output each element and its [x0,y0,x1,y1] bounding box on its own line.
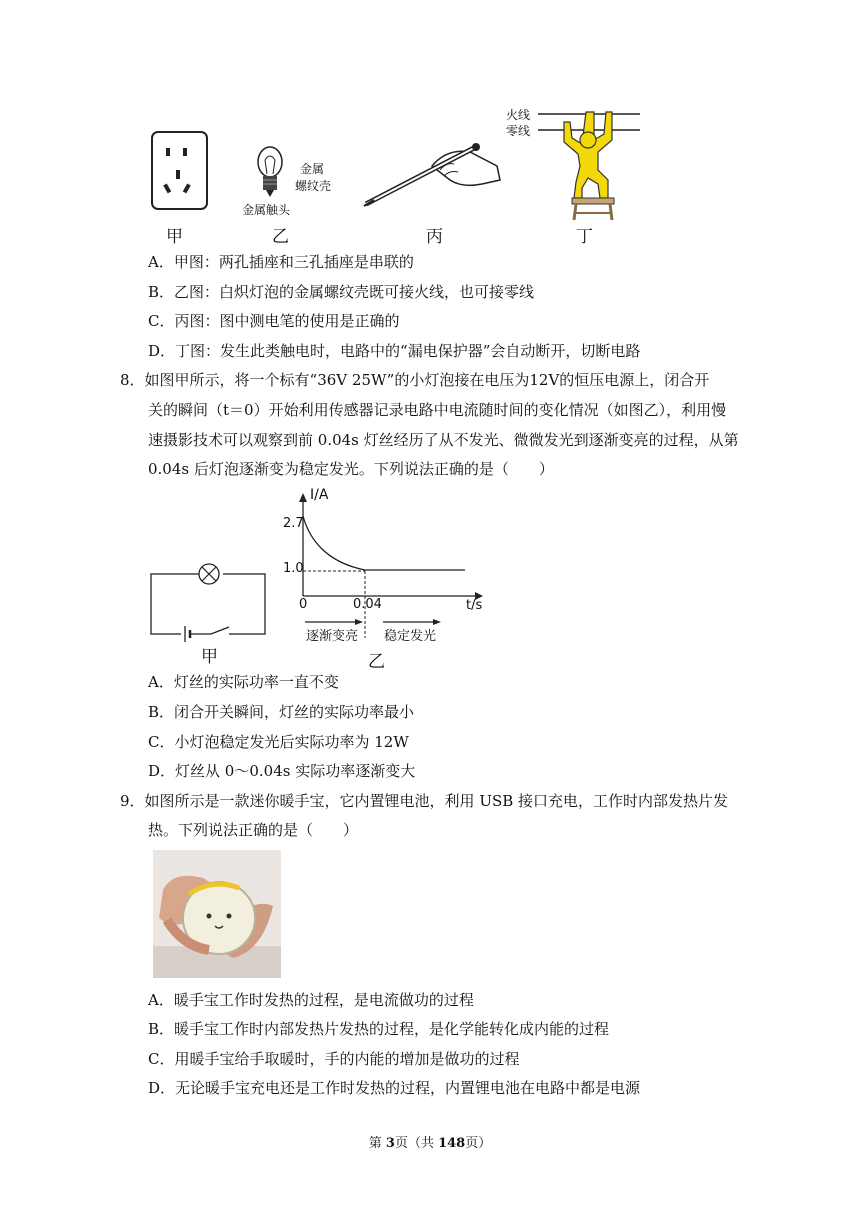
q8-figure-label-yi: 乙 [368,652,385,672]
footer-suffix: 页） [465,1136,492,1151]
bulb-label-screw-shell: 螺纹壳 [295,179,332,193]
graph-tick-y-low: 1.0 [283,561,304,576]
q7-option-a: A．甲图：两孔插座和三孔插座是串联的 [148,253,414,271]
circuit-diagram [151,564,265,642]
wire-label-live: 火线 [506,108,531,122]
lamp-symbol [199,564,219,584]
hand-warmer-photo [153,850,281,978]
figure-label-bing: 丙 [426,227,443,247]
q9-stem-line-2: 热。下列说法正确的是（ ） [148,821,359,839]
q8-figure-label-jia: 甲 [201,647,218,667]
page-footer [0,1132,860,1151]
graph-ylabel: I/A [310,487,329,503]
wire-label-neutral: 零线 [506,124,531,138]
figure-label-jia: 甲 [166,227,183,247]
q8-stem-line-1: 8．如图甲所示，将一个标有“36V 25W”的小灯泡接在电压为12V的恒压电源上，闭合开 [120,371,710,389]
q9-option-c: C．用暖手宝给手取暖时，手的内能的增加是做功的过程 [148,1050,520,1068]
footer-total-pages: 148 [438,1136,466,1151]
graph-xlabel: t/s [466,598,483,613]
graph-tick-x: 0.04 [353,597,382,612]
footer-prefix: 第 [368,1136,386,1151]
footer-page-number: 3 [385,1136,395,1151]
q8-option-b: B．闭合开关瞬间，灯丝的实际功率最小 [148,703,415,721]
q9-option-b: B．暖手宝工作时内部发热片发热的过程，是化学能转化成内能的过程 [148,1020,610,1038]
q8-stem-line-3: 速摄影技术可以观察到前 0.04s 灯丝经历了从不发光、微微发光到逐渐变亮的过程，从第 [148,431,739,449]
bulb-label-metal-contact: 金属触头 [242,203,291,217]
q9-stem-line-1: 9．如图所示是一款迷你暖手宝，它内置锂电池，利用 USB 接口充电，工作时内部发热片发 [120,792,729,810]
figure-label-ding: 丁 [576,227,593,247]
footer-middle: 页（共 [394,1136,439,1151]
current-time-graph [299,493,483,638]
graph-tick-y-high: 2.7 [283,516,304,531]
q7-option-d: D．丁图：发生此类触电时，电路中的“漏电保护器”会自动断开，切断电路 [148,342,641,360]
q9-option-d: D．无论暖手宝充电还是工作时发热的过程，内置锂电池在电路中都是电源 [148,1079,641,1097]
socket-illustration [150,130,210,212]
q8-option-d: D．灯丝从 0～0.04s 实际功率逐渐变大 [148,762,416,780]
bulb-label-metal: 金属 [300,162,325,176]
q7-option-b: B．乙图：白炽灯泡的金属螺纹壳既可接火线，也可接零线 [148,283,535,301]
figure-label-yi: 乙 [272,227,289,247]
q7-option-c: C．丙图：图中测电笔的使用是正确的 [148,312,400,330]
test-pen-illustration [362,136,504,212]
graph-region-right-label: 稳定发光 [384,629,437,644]
q8-option-c: C．小灯泡稳定发光后实际功率为 12W [148,733,409,751]
q8-stem-line-2: 关的瞬间（t＝0）开始利用传感器记录电路中电流随时间的变化情况（如图乙），利用慢 [148,401,727,419]
electrocution-illustration [536,100,646,220]
top-figure [140,100,660,250]
q9-option-a: A．暖手宝工作时发热的过程，是电流做功的过程 [148,991,474,1009]
graph-tick-origin: 0 [299,597,308,612]
q8-option-a: A．灯丝的实际功率一直不变 [148,673,339,691]
q8-stem-line-4: 0.04s 后灯泡逐渐变为稳定发光。下列说法正确的是（ ） [148,460,554,478]
graph-region-left-label: 逐渐变亮 [306,629,359,644]
